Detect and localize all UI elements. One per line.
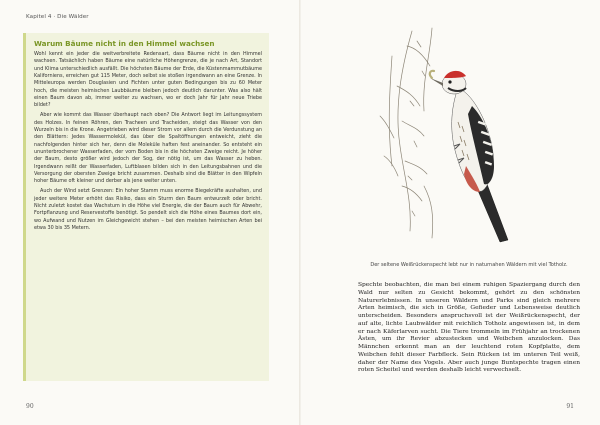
body-text bbox=[358, 282, 580, 375]
woodpecker-crown bbox=[444, 71, 466, 78]
body-paragraph: Spechte beobachten, die man bei einem ruhigen Spaziergang durch den Wald nur selten zu Gesicht bekommt, gehört zu den schönsten Naturerlebnissen. In unseren Wäldern und Parks sind gleich mehrere Arten heimisch, die sich in Größe, Gefieder und Lebensweise deutlich unterscheiden. Besonders anspruchsvoll ist der Weißrückenspecht, der auf alte, lichte Laubwälder mit reichlich Totholz angewiesen ist, in dem er nach Käferlarven sucht. Die Tiere trommeln im Frühjahr an trockenen Ästen, um ihr Revier abzustecken und Weibchen anzulocken. Das Männchen erkennt man an der leuchtend roten Kopfplatte, dem Weibchen fehlt dieser Farbfleck. Sein Rücken ist im unteren Teil weiß, daher der Name des Vogels. Aber auch junge Buntspechte tragen einen roten Scheitel und werden deshalb leicht verwechselt. bbox=[358, 282, 580, 374]
woodpecker-eye bbox=[448, 80, 451, 83]
info-box-paragraph: Auch der Wind setzt Grenzen: Ein hoher Stamm muss enorme Biegekräfte aushalten, und jeder weitere Meter erhöht das Risiko, dass ein Sturm den Baum entwurzelt oder bricht. Nicht zuletzt kostet das Wachstum in die Höhe viel Energie, die der Baum auch für Abwehr, Fortpflanzung und Reservestoffe benötigt. So pendelt sich die Höhe eines Baumes dort ein, wo Aufwand und Nutzen im Gleichgewicht stehen – bei den meisten heimischen Arten bei etwa 30 bis 35 Metern. bbox=[34, 188, 262, 231]
page-number-left: 90 bbox=[26, 403, 34, 410]
illustration-caption: Der seltene Weißrückenspecht lebt nur in naturnahen Wäldern mit viel Totholz. bbox=[370, 262, 568, 268]
info-box-paragraph: Aber wie kommt das Wasser überhaupt nach oben? Die Antwort liegt im Leitungssystem des Holzes. In feinen Röhren, den Tracheen und Tracheiden, steigt das Wasser von den Wurzeln bis in die Krone. Angetrieben wird dieser Strom vor allem durch die Verdunstung an den Blättern: Jedes Wassermolekül, das über die Spaltöffnungen entweicht, zieht die nachfolgenden hinter sich her, denn die Moleküle haften fest aneinander. So entsteht ein ununterbrochener Wasserfaden, der vom Boden bis in die höchsten Zweige reicht. Je höher der Baum, desto größer wird jedoch der Sog, der nötig ist, um das Wasser zu heben. Irgendwann reißt der Wasserfaden, Luftblasen bilden sich in den Leitungsbahnen und die Versorgung der obersten Zweige bricht zusammen. Deshalb sind die Blätter in den Wipfeln hoher Bäume oft kleiner und derber als jene weiter unten. bbox=[34, 112, 262, 185]
grub bbox=[430, 71, 434, 78]
right-page bbox=[300, 0, 600, 425]
page-number-right: 91 bbox=[566, 403, 574, 410]
woodpecker-beak bbox=[430, 78, 443, 86]
info-box bbox=[23, 33, 269, 381]
info-box-paragraph: Wohl kennt ein jeder die weitverbreitete Redensart, dass Bäume nicht in den Himmel wachsen. Tatsächlich haben Bäume eine natürliche Höhengrenze, die je nach Art, Standort und Klima unterschiedlich ausfällt. Die höchsten Bäume der Erde, die Küstenmammutbäume Kaliforniens, erreichen gut 115 Meter, doch selbst sie stoßen irgendwann an eine Grenze. In Mitteleuropa werden Douglasien und Fichten unter guten Bedingungen bis zu 60 Meter hoch, die meisten heimischen Laubbäume bleiben jedoch deutlich darunter. Was also hält einen Baum davon ab, immer weiter zu wachsen, wo er doch Jahr für Jahr neue Triebe bildet? bbox=[34, 51, 262, 109]
running-head: Kapitel 4 · Die Wälder bbox=[26, 14, 89, 20]
info-box-text bbox=[34, 51, 262, 232]
info-box-title: Warum Bäume nicht in den Himmel wachsen bbox=[34, 39, 215, 48]
woodpecker-illustration-icon bbox=[372, 26, 542, 251]
tree-trunk-sketch bbox=[380, 28, 433, 238]
